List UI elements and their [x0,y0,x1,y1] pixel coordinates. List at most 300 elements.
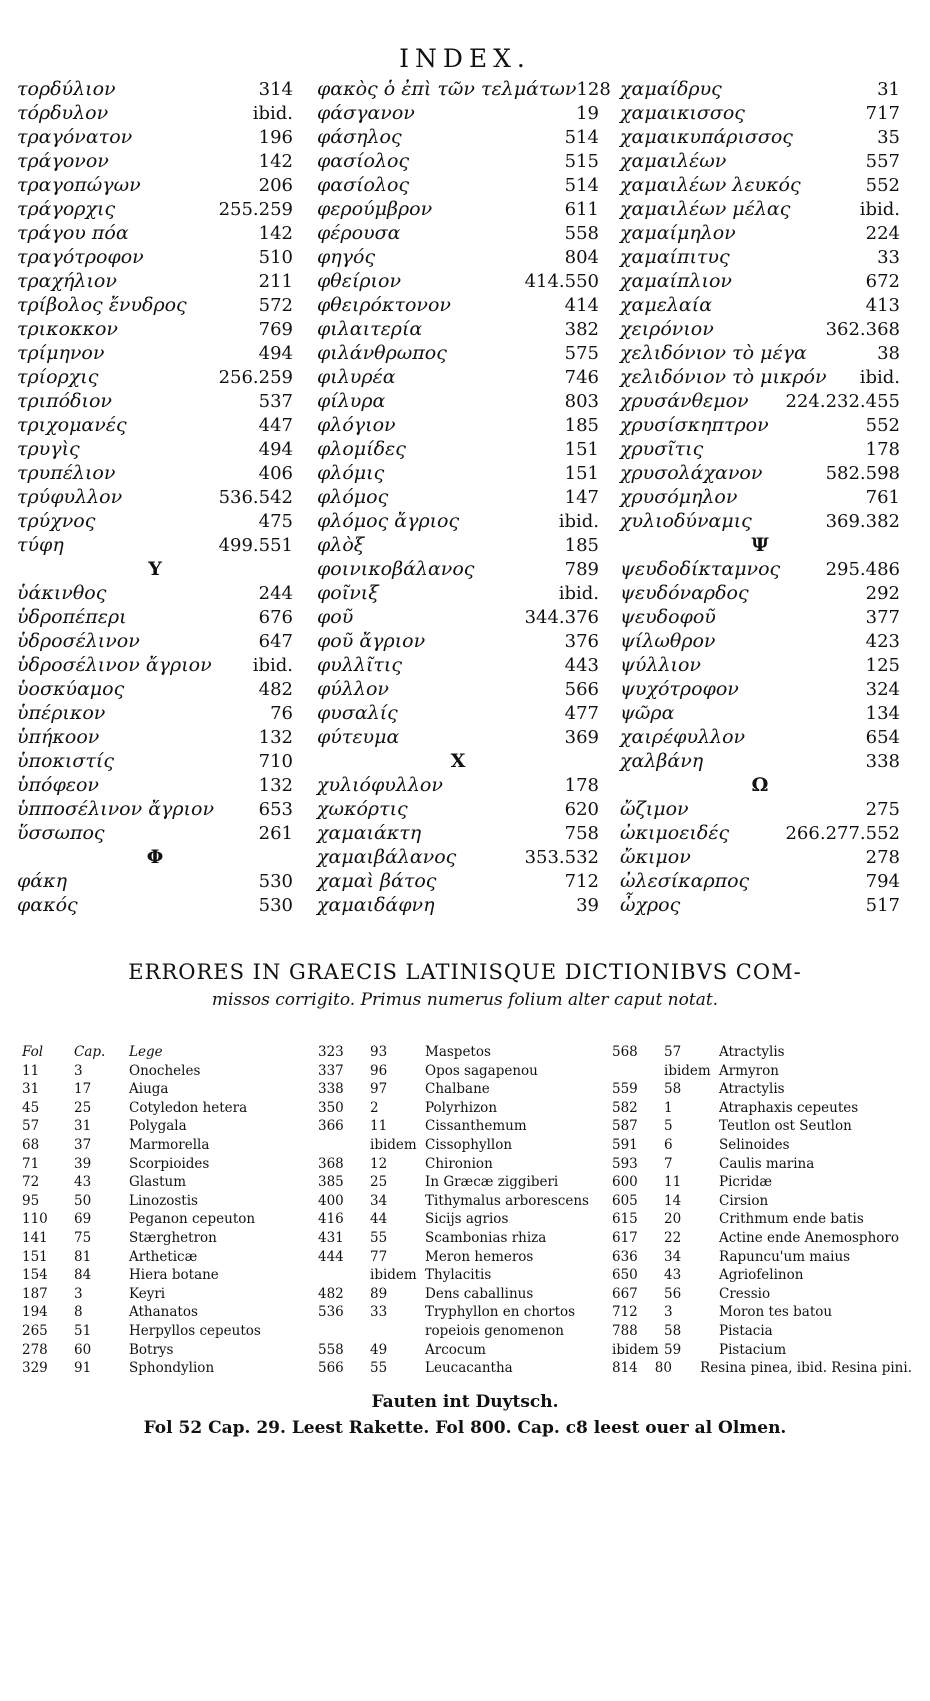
errata-folio: 568 [612,1044,638,1060]
index-page-number: 494 [258,439,293,460]
errata-folio: 110 [22,1211,48,1228]
errata-folio: 72 [22,1174,40,1191]
errata-row [612,1156,912,1175]
errata-correction: Arcocum [425,1341,486,1358]
errata-folio: 187 [22,1285,48,1302]
index-term: φακὸς ὁ ἐπὶ τῶν τελμάτων [317,78,577,100]
index-entry [17,654,293,678]
index-page-number: 582.598 [825,463,900,484]
errata-folio: 814 [612,1360,638,1377]
index-entry [317,462,599,486]
index-term: χρυσίσκηπτρον [620,414,769,436]
errata-chapter: 69 [74,1211,92,1228]
index-page-number: 552 [865,175,900,196]
index-entry [317,366,599,390]
errata-chapter: 5 [664,1118,673,1135]
index-page-number: 654 [865,727,900,748]
index-page-number: 142 [258,223,293,244]
errata-folio: 350 [318,1099,344,1116]
index-page-number: 494 [258,343,293,364]
index-page-number: 185 [564,535,599,556]
index-entry [17,750,293,774]
index-term: φθειρόκτονον [317,294,451,316]
index-term: ὦχρος [620,894,681,916]
index-entry [620,822,900,846]
errata-correction: Maspetos [425,1044,491,1060]
index-term: ὤζιμον [620,798,689,820]
index-entry [620,750,900,774]
index-section-letter: Υ [148,558,162,580]
index-term: φακός [17,894,78,916]
index-term: χαμαίπλιον [620,270,732,292]
index-page-number: 255.259 [218,199,293,220]
index-page-number: 382 [564,319,599,340]
index-term: τύφη [17,534,64,556]
errata-folio: 329 [22,1360,48,1377]
errata-correction: Polygala [129,1118,187,1135]
index-entry [620,606,900,630]
errata-folio: 416 [318,1211,344,1228]
index-term: φλόγιον [317,414,396,436]
errata-chapter: 3 [74,1062,83,1079]
index-entry [17,798,293,822]
index-page-number: 423 [865,631,900,652]
index-term: φυσαλίς [317,702,398,724]
index-page-number: ibid. [859,367,900,388]
index-entry [620,126,900,150]
index-term: τρίορχις [17,366,99,388]
errata-chapter: 20 [664,1211,682,1228]
index-page-number: 377 [865,607,900,628]
errata-correction: Atractylis [719,1081,785,1098]
index-term: χρυσάνθεμον [620,390,749,412]
errata-correction: Peganon cepeuton [129,1211,256,1228]
errata-row [318,1118,610,1137]
errata-row [318,1063,610,1082]
index-term: τραγοπώγων [17,174,141,196]
index-entry [317,534,599,558]
errata-correction: ropeiois genomenon [425,1322,564,1339]
index-entry [620,390,900,414]
errata-folio: 154 [22,1267,48,1284]
errata-column-2 [318,1044,610,1379]
index-term: φηγός [317,246,376,268]
errata-correction: Sicijs agrios [425,1211,509,1228]
errata-correction: Scorpioides [129,1155,210,1172]
errata-chapter: 57 [664,1044,682,1060]
index-page-number: 499.551 [218,535,293,556]
errata-title: ERRORES IN GRAECIS LATINISQUE DICTIONIBVS COM- [128,960,802,984]
errata-chapter: 56 [664,1285,682,1302]
errata-correction: Agriofelinon [719,1267,804,1284]
errata-chapter: ibidem [370,1136,417,1153]
index-term: ψευδοδίκταμνος [620,558,781,580]
errata-correction: Cissophyllon [425,1136,513,1153]
errata-correction: Herpyllos cepeutos [129,1322,261,1339]
errata-row [22,1267,302,1286]
errata-row [318,1249,610,1268]
index-page-number: 142 [258,151,293,172]
errata-chapter: 81 [74,1248,92,1265]
errata-folio: 712 [612,1304,638,1321]
index-page-number: 803 [564,391,599,412]
errata-correction: Cressio [719,1285,771,1302]
errata-row [22,1323,302,1342]
errata-row [318,1323,610,1342]
errata-correction: Armyron [719,1062,779,1079]
index-page-number: 344.376 [524,607,599,628]
errata-correction: Tryphyllon en chortos [425,1304,576,1321]
errata-row [612,1230,912,1249]
errata-folio: 11 [22,1062,40,1079]
index-page-number: 447 [258,415,293,436]
errata-correction: Cotyledon hetera [129,1099,248,1116]
index-term: χαμαιάκτη [317,822,422,844]
index-page-number: 514 [564,127,599,148]
index-entry [317,726,599,750]
errata-row [318,1360,610,1379]
errata-row [22,1174,302,1193]
index-entry [17,630,293,654]
errata-chapter: 77 [370,1248,388,1265]
index-page-number: 33 [877,247,900,268]
errata-correction: Sphondylion [129,1360,215,1377]
index-entry [317,894,599,918]
index-entry [620,342,900,366]
errata-folio: 400 [318,1192,344,1209]
index-entry [620,270,900,294]
index-page-number: 611 [564,199,599,220]
index-page-number: 278 [865,847,900,868]
index-entry [17,294,293,318]
index-term: ὑπποσέλινον ἄγριον [17,798,214,820]
index-term: χειρόνιον [620,318,714,340]
index-page-number: 376 [564,631,599,652]
index-entry [17,726,293,750]
errata-row [318,1267,610,1286]
errata-row [612,1063,912,1082]
errata-folio: 431 [318,1229,344,1246]
index-entry [317,630,599,654]
errata-correction: Leucacantha [425,1360,513,1377]
errata-row [318,1137,610,1156]
errata-chapter: 14 [664,1192,682,1209]
index-page-number: 477 [564,703,599,724]
index-page-number: 362.368 [825,319,900,340]
index-term: ὕσσωπος [17,822,105,844]
errata-chapter: 60 [74,1341,92,1358]
index-term: τρίμηνον [17,342,105,364]
errata-folio: Fol [22,1044,44,1060]
errata-folio: 582 [612,1099,638,1116]
errata-folio: 265 [22,1322,48,1339]
errata-row [318,1174,610,1193]
errata-correction: Polyrhizon [425,1099,498,1116]
index-entry [620,366,900,390]
index-page-number: 552 [865,415,900,436]
errata-correction: Picridæ [719,1174,773,1191]
index-page-number: 530 [258,895,293,916]
errata-chapter: 43 [664,1267,682,1284]
index-page-number: 185 [564,415,599,436]
index-entry [17,582,293,606]
errata-correction: Aiuga [129,1081,169,1098]
index-entry [17,222,293,246]
index-page-number: 132 [258,775,293,796]
errata-folio: 95 [22,1192,40,1209]
index-entry [620,438,900,462]
errata-row [318,1193,610,1212]
errata-correction: Tithymalus arborescens [425,1192,589,1209]
errata-correction: Crithmum ende batis [719,1211,864,1228]
index-term: φερούμβρον [317,198,433,220]
errata-chapter: 75 [74,1229,92,1246]
index-page-number: 76 [270,703,293,724]
errata-row [318,1156,610,1175]
errata-chapter: 44 [370,1211,388,1228]
errata-chapter: 22 [664,1229,682,1246]
index-page-number: 19 [576,103,599,124]
index-page-number: 292 [865,583,900,604]
index-entry [620,294,900,318]
index-entry [17,246,293,270]
index-page-number: 151 [564,463,599,484]
errata-chapter: 58 [664,1322,682,1339]
errata-chapter: 12 [370,1155,388,1172]
index-term: τόρδυλον [17,102,109,124]
errata-folio: 593 [612,1155,638,1172]
index-page-number: 196 [258,127,293,148]
index-page-number: ibid. [859,199,900,220]
index-page-number: 510 [258,247,293,268]
index-term: τρίβολος ἔνυδρος [17,294,187,316]
index-page-number: 256.259 [218,367,293,388]
index-term: φλόμις [317,462,385,484]
index-page-number: 712 [564,871,599,892]
errata-chapter: ibidem [664,1062,711,1079]
index-entry [17,174,293,198]
index-page-number: 536.542 [218,487,293,508]
errata-correction: Cissanthemum [425,1118,527,1135]
errata-row [612,1211,912,1230]
index-page-number: 353.532 [524,847,599,868]
errata-correction: Stærghetron [129,1229,217,1246]
index-term: χαλβάνη [620,750,704,772]
errata-folio: 68 [22,1136,40,1153]
index-term: χαμελαία [620,294,713,316]
errata-row [22,1137,302,1156]
index-section-letter: Φ [146,846,164,868]
errata-chapter: 39 [74,1155,92,1172]
index-page-number: 717 [865,103,900,124]
index-term: χαμαικισσος [620,102,745,124]
index-entry [17,102,293,126]
index-term: φέρουσα [317,222,401,244]
index-term: χρυσῖτις [620,438,704,460]
index-page-number: 789 [564,559,599,580]
errata-chapter: 59 [664,1341,682,1358]
index-page-number: 206 [258,175,293,196]
index-page-number: 710 [258,751,293,772]
errata-chapter: 93 [370,1044,388,1060]
index-page-number: 676 [258,607,293,628]
index-term: φύλλον [317,678,389,700]
errata-chapter: 31 [74,1118,92,1135]
errata-chapter: 17 [74,1081,92,1098]
errata-correction: Dens caballinus [425,1285,534,1302]
index-page-number: 443 [564,655,599,676]
index-page-number: 557 [865,151,900,172]
index-entry [17,318,293,342]
index-entry [17,534,293,558]
index-entry [17,270,293,294]
index-term: ὤκιμον [620,846,691,868]
index-term: ὑοσκύαμος [17,678,125,700]
index-term: χρυσολάχανον [620,462,763,484]
index-term: τρυπέλιον [17,462,116,484]
index-page-number: ibid. [558,511,599,532]
index-entry [317,702,599,726]
index-term: χαμαικυπάρισσος [620,126,793,148]
errata-chapter: 55 [370,1229,388,1246]
index-page-number: 406 [258,463,293,484]
index-term: φάκη [17,870,67,892]
index-entry [317,678,599,702]
errata-folio: 368 [318,1155,344,1172]
index-term: τριπόδιον [17,390,112,412]
index-page-number: 31 [877,79,900,100]
index-term: φλομίδες [317,438,406,460]
index-entry [317,198,599,222]
index-entry [620,462,900,486]
index-term: χωκόρτις [317,798,408,820]
index-page-number: 151 [564,439,599,460]
errata-row [612,1360,912,1379]
index-term: φασίολος [317,174,410,196]
index-page-number: 572 [258,295,293,316]
errata-correction: Moron tes batou [719,1304,833,1321]
errata-row [318,1100,610,1119]
index-page-number: 769 [258,319,293,340]
index-page-number: 369.382 [825,511,900,532]
index-entry [317,150,599,174]
errata-chapter: 84 [74,1267,92,1284]
index-entry [620,102,900,126]
errata-chapter: 96 [370,1062,388,1079]
index-term: τριχομανές [17,414,127,436]
index-page-number: 147 [564,487,599,508]
errata-correction: Selinoides [719,1136,790,1153]
errata-subtitle: missos corrigito. Primus numerus folium alter caput notat. [211,990,719,1010]
errata-row [22,1118,302,1137]
index-entry [620,582,900,606]
index-entry [317,654,599,678]
index-term: χελιδόνιον τὸ μικρόν [620,366,827,388]
index-term: ψίλωθρον [620,630,716,652]
index-page-number: 746 [564,367,599,388]
errata-row [22,1100,302,1119]
index-page-number: 244 [258,583,293,604]
errata-folio: 385 [318,1174,344,1191]
index-entry [620,198,900,222]
index-entry [620,726,900,750]
index-entry [317,126,599,150]
errata-row [612,1100,912,1119]
index-column-3 [620,78,900,918]
index-term: ψευδοφοῦ [620,606,716,628]
errata-folio: 482 [318,1285,344,1302]
index-entry [317,390,599,414]
index-term: ψῶρα [620,702,675,724]
errata-chapter: 50 [74,1192,92,1209]
errata-folio: 566 [318,1360,344,1377]
errata-correction: Cirsion [719,1192,769,1209]
errata-column-1 [22,1044,302,1379]
index-entry [17,78,293,102]
index-entry [17,510,293,534]
index-page-number: 338 [865,751,900,772]
dutch-errata-line: Fol 52 Cap. 29. Leest Rakette. Fol 800. Cap. c8 leest ouer al Olmen. [143,1418,787,1438]
errata-chapter: 34 [664,1248,682,1265]
errata-row [318,1081,610,1100]
index-entry [620,174,900,198]
errata-folio: 45 [22,1099,40,1116]
index-page-number: 647 [258,631,293,652]
errata-folio: 636 [612,1248,638,1265]
errata-folio: 788 [612,1322,638,1339]
errata-row [612,1304,912,1323]
index-page-number: 514 [564,175,599,196]
index-entry [17,774,293,798]
index-page-number: 482 [258,679,293,700]
errata-chapter: 1 [664,1099,673,1116]
index-entry [620,894,900,918]
index-page-number: 324 [865,679,900,700]
index-entry [17,486,293,510]
page-title: INDEX. [399,44,531,73]
index-section-letter: Ψ [751,534,769,556]
index-term: φιλαιτερία [317,318,423,340]
index-entry [620,846,900,870]
index-page-number: 224 [865,223,900,244]
index-term: φασίολος [317,150,410,172]
index-entry [317,438,599,462]
index-page-number: 414.550 [524,271,599,292]
index-entry [17,342,293,366]
index-term: φοῦ ἄγριον [317,630,426,652]
errata-folio: 151 [22,1248,48,1265]
index-entry [17,126,293,150]
errata-chapter: 37 [74,1136,92,1153]
errata-row [318,1044,610,1063]
index-entry [317,486,599,510]
index-column-2 [317,78,611,918]
errata-folio: 57 [22,1118,40,1135]
index-page-number: 178 [865,439,900,460]
errata-row [22,1249,302,1268]
index-page-number: 515 [564,151,599,172]
index-term: χαμαιβάλανος [317,846,457,868]
index-term: τρυγὶς [17,438,80,460]
index-section-letter: Ω [751,774,769,796]
errata-correction: Resina pinea, ibid. Resina pini. [700,1360,912,1377]
errata-correction: Atractylis [719,1044,785,1060]
errata-correction: Opos sagapenou [425,1062,538,1079]
errata-chapter: 89 [370,1285,388,1302]
index-entry [317,270,599,294]
index-entry [17,894,293,918]
index-page-number: 761 [865,487,900,508]
